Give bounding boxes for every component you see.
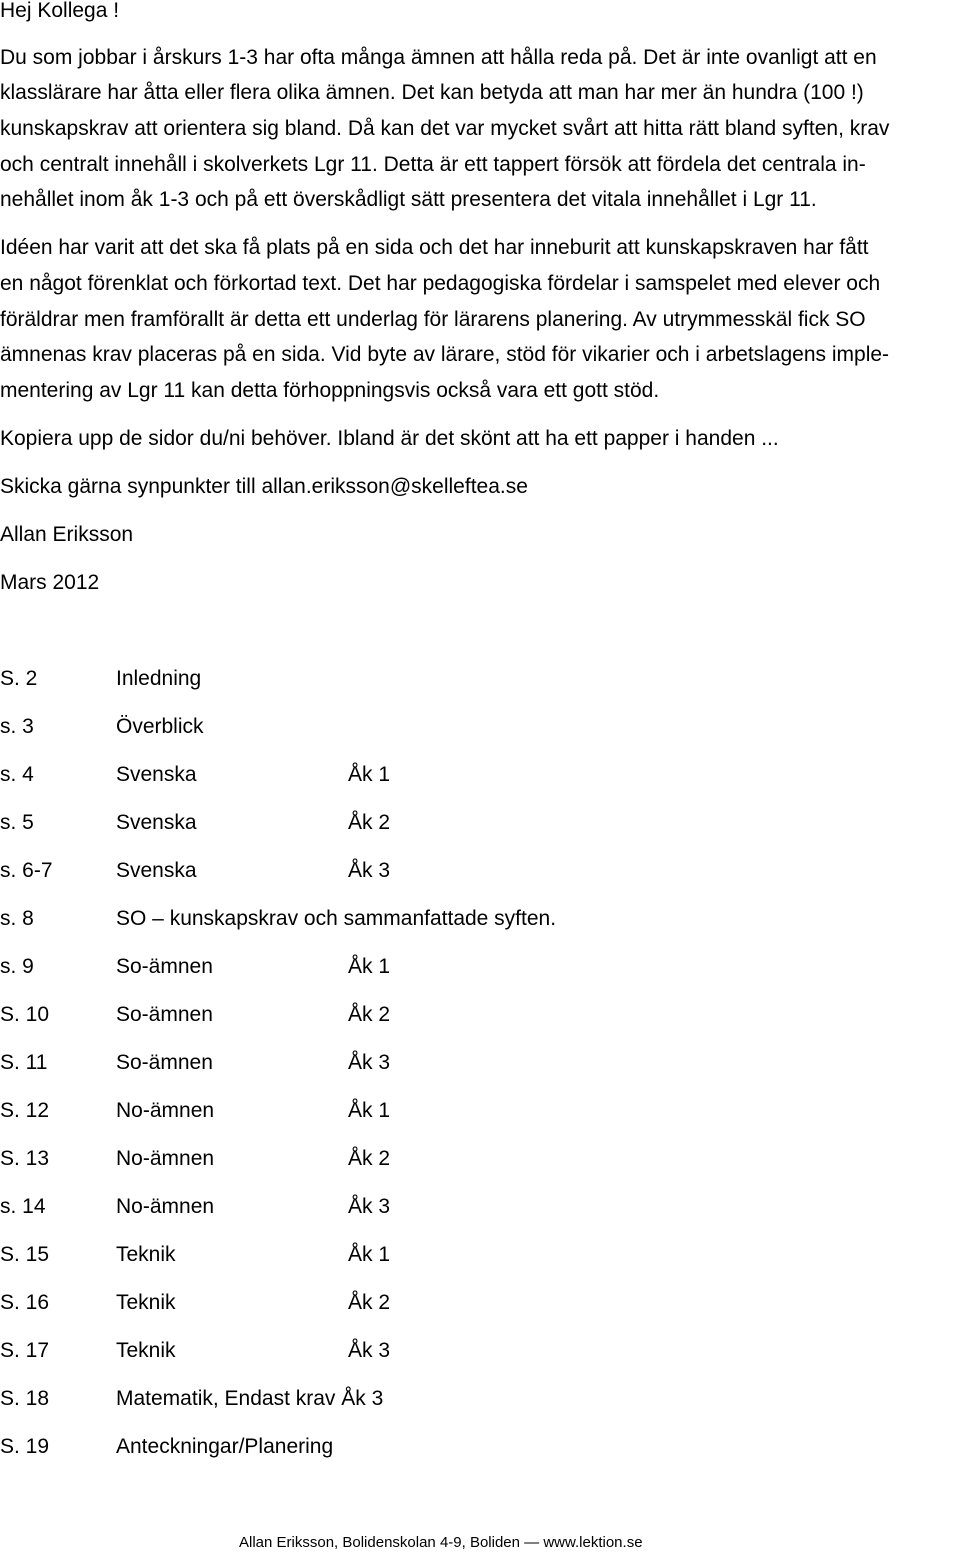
toc-grade: Åk 3 (348, 1339, 391, 1362)
toc-subject: So-ämnen (116, 1003, 213, 1026)
toc-subject: Matematik, Endast krav Åk 3 (116, 1387, 384, 1410)
toc-page-number: s. 5 (0, 811, 34, 834)
paragraph-line: föräldrar men framförallt är detta ett underlag för lärarens planering. Av utrymmesskäl fick SO (0, 308, 866, 331)
feedback-note: Skicka gärna synpunkter till allan.eriksson@skelleftea.se (0, 475, 528, 498)
toc-page-number: S. 12 (0, 1099, 50, 1122)
toc-row (0, 956, 700, 982)
toc-row (0, 812, 700, 838)
toc-row (0, 1100, 700, 1126)
toc-grade: Åk 3 (348, 859, 391, 882)
toc-subject: Inledning (116, 667, 202, 690)
toc-subject: Svenska (116, 763, 197, 786)
greeting: Hej Kollega ! (0, 0, 120, 22)
toc-row (0, 668, 700, 694)
toc-page-number: s. 6-7 (0, 859, 53, 882)
toc-subject: SO – kunskapskrav och sammanfattade syften. (116, 907, 557, 930)
toc-grade: Åk 2 (348, 1291, 391, 1314)
toc-page-number: s. 14 (0, 1195, 46, 1218)
paragraph-line: mentering av Lgr 11 kan detta förhoppningsvis också vara ett gott stöd. (0, 379, 660, 402)
toc-page-number: s. 9 (0, 955, 34, 978)
toc-subject: Teknik (116, 1243, 176, 1266)
toc-subject: So-ämnen (116, 955, 213, 978)
toc-page-number: S. 11 (0, 1051, 48, 1074)
page-footer: Allan Eriksson, Bolidenskolan 4-9, Boliden — www.lektion.se (239, 1534, 643, 1551)
author-name: Allan Eriksson (0, 523, 134, 546)
paragraph-line: en något förenklat och förkortad text. Det har pedagogiska fördelar i samspelet med elever och (0, 272, 881, 295)
toc-subject: So-ämnen (116, 1051, 213, 1074)
toc-row (0, 1244, 700, 1270)
toc-subject: No-ämnen (116, 1099, 215, 1122)
toc-row (0, 1292, 700, 1318)
toc-subject: No-ämnen (116, 1195, 215, 1218)
toc-page-number: s. 8 (0, 907, 34, 930)
toc-row (0, 1340, 700, 1366)
toc-row (0, 764, 700, 790)
toc-grade: Åk 2 (348, 811, 391, 834)
toc-grade: Åk 1 (348, 955, 391, 978)
toc-subject: Anteckningar/Planering (116, 1435, 334, 1458)
toc-row (0, 716, 700, 742)
toc-grade: Åk 1 (348, 763, 391, 786)
date: Mars 2012 (0, 571, 100, 594)
toc-page-number: S. 19 (0, 1435, 50, 1458)
paragraph-line: ämnenas krav placeras på en sida. Vid byte av lärare, stöd för vikarier och i arbetslagens imple- (0, 343, 890, 366)
toc-page-number: s. 3 (0, 715, 34, 738)
toc-subject: Svenska (116, 859, 197, 882)
toc-row (0, 908, 700, 934)
toc-subject: Överblick (116, 715, 204, 738)
toc-subject: Teknik (116, 1339, 176, 1362)
paragraph-line: och centralt innehåll i skolverkets Lgr 11. Detta är ett tappert försök att fördela det centrala in- (0, 153, 866, 176)
toc-row (0, 860, 700, 886)
toc-subject: Teknik (116, 1291, 176, 1314)
toc-grade: Åk 1 (348, 1243, 391, 1266)
toc-page-number: S. 2 (0, 667, 38, 690)
toc-grade: Åk 2 (348, 1003, 391, 1026)
paragraph-line: klasslärare har åtta eller flera olika ämnen. Det kan betyda att man har mer än hundra (100 !) (0, 81, 864, 104)
paragraph-line: Idéen har varit att det ska få plats på en sida och det har inneburit att kunskapskraven har fått (0, 236, 869, 259)
paragraph-line: kunskapskrav att orientera sig bland. Då kan det var mycket svårt att hitta rätt bland syften, krav (0, 117, 890, 140)
toc-page-number: S. 10 (0, 1003, 50, 1026)
toc-page-number: S. 16 (0, 1291, 50, 1314)
toc-page-number: S. 15 (0, 1243, 50, 1266)
toc-row (0, 1436, 700, 1462)
toc-row (0, 1052, 700, 1078)
toc-row (0, 1004, 700, 1030)
toc-grade: Åk 3 (348, 1195, 391, 1218)
toc-row (0, 1388, 700, 1414)
toc-page-number: s. 4 (0, 763, 34, 786)
toc-grade: Åk 1 (348, 1099, 391, 1122)
paragraph-line: Du som jobbar i årskurs 1-3 har ofta många ämnen att hålla reda på. Det är inte ovanligt att en (0, 46, 877, 69)
toc-page-number: S. 17 (0, 1339, 50, 1362)
toc-grade: Åk 3 (348, 1051, 391, 1074)
toc-row (0, 1148, 700, 1174)
toc-subject: No-ämnen (116, 1147, 215, 1170)
toc-row (0, 1196, 700, 1222)
copy-note: Kopiera upp de sidor du/ni behöver. Ibland är det skönt att ha ett papper i handen ... (0, 427, 779, 450)
toc-page-number: S. 13 (0, 1147, 50, 1170)
paragraph-line: nehållet inom åk 1-3 och på ett överskådligt sätt presentera det vitala innehållet i Lgr 11. (0, 188, 817, 211)
toc-subject: Svenska (116, 811, 197, 834)
toc-page-number: S. 18 (0, 1387, 50, 1410)
toc-grade: Åk 2 (348, 1147, 391, 1170)
